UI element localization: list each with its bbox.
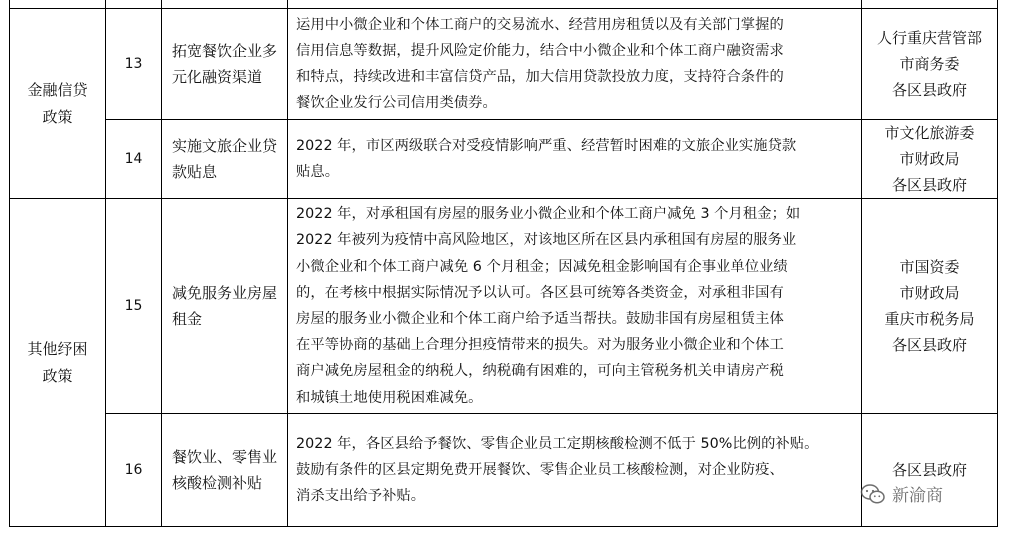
department-line: 市财政局 bbox=[899, 284, 960, 302]
content-line: 2022 年，各区县给予餐饮、零售企业员工定期核酸检测不低于 50%比例的补贴。 bbox=[296, 435, 819, 452]
measure-line: 租金 bbox=[172, 310, 203, 328]
row-number: 15 bbox=[106, 199, 162, 414]
measure-line: 元化融资渠道 bbox=[172, 68, 263, 86]
measure-cell bbox=[162, 120, 288, 199]
department-cell bbox=[862, 9, 998, 120]
department-cell bbox=[862, 199, 998, 414]
row-number: 13 bbox=[106, 9, 162, 120]
department-line: 各区县政府 bbox=[891, 336, 967, 354]
content-line: 2022 年被列为疫情中高风险地区，对该地区所在区县内承租国有房屋的服务业 bbox=[296, 232, 797, 249]
row-number: 16 bbox=[106, 414, 162, 527]
content-line: 2022 年，市区两级联合对受疫情影响严重、经营暂时困难的文旅企业实施贷款 bbox=[296, 137, 797, 154]
watermark bbox=[860, 481, 943, 506]
department-line: 各区县政府 bbox=[891, 461, 967, 479]
measure-line: 核酸检测补贴 bbox=[172, 474, 263, 492]
department-line: 重庆市税务局 bbox=[884, 310, 975, 328]
department-cell bbox=[862, 120, 998, 199]
content-line: 和城镇土地使用税困难减免。 bbox=[296, 389, 483, 406]
department-line: 市国资委 bbox=[899, 258, 960, 276]
department-line: 市文化旅游委 bbox=[884, 124, 975, 142]
content-line: 餐饮企业发行公司信用类债券。 bbox=[296, 95, 497, 112]
content-cell bbox=[288, 120, 862, 199]
category-line: 政策 bbox=[42, 366, 73, 385]
category-cell bbox=[10, 199, 106, 527]
content-line: 小微企业和个体工商户减免 6 个月租金；因减免租金影响国有企事业单位业绩 bbox=[296, 258, 788, 275]
department-line: 各区县政府 bbox=[891, 176, 967, 194]
measure-cell bbox=[162, 199, 288, 414]
category-line: 金融信贷 bbox=[27, 80, 88, 99]
table-row bbox=[10, 9, 998, 120]
content-line: 运用中小微企业和个体工商户的交易流水、经营用房租赁以及有关部门掌握的 bbox=[296, 16, 784, 33]
content-line: 鼓励有条件的区县定期免费开展餐饮、零售企业员工核酸检测，对企业防疫、 bbox=[296, 461, 784, 478]
measure-line: 拓宽餐饮企业多 bbox=[172, 42, 278, 60]
watermark-text: 新渝商 bbox=[892, 486, 943, 506]
measure-line: 实施文旅企业贷 bbox=[172, 137, 278, 155]
measure-cell bbox=[162, 414, 288, 527]
row-number: 14 bbox=[106, 120, 162, 199]
department-line: 人行重庆营管部 bbox=[876, 29, 982, 47]
content-line: 商户减免房屋租金的纳税人，纳税确有困难的，可向主管税务机关申请房产税 bbox=[296, 363, 784, 380]
content-cell bbox=[288, 414, 862, 527]
content-cell bbox=[288, 9, 862, 120]
content-cell bbox=[288, 199, 862, 414]
category-cell bbox=[10, 9, 106, 199]
content-line: 消杀支出给予补贴。 bbox=[296, 488, 426, 505]
content-line: 的，在考核中根据实际情况予以认可。各区县可统筹各类资金，对承租非国有 bbox=[296, 284, 784, 301]
table-row bbox=[10, 120, 998, 199]
content-line: 房屋的服务业小微企业和个体工商户给予适当帮扶。鼓励非国有房屋租赁主体 bbox=[296, 311, 784, 327]
department-line: 市财政局 bbox=[899, 150, 960, 168]
content-line: 和特点，持续改进和丰富信贷产品，加大信用贷款投放力度，支持符合条件的 bbox=[296, 69, 784, 85]
content-line: 2022 年，对承租国有房屋的服务业小微企业和个体工商户减免 3 个月租金；如 bbox=[296, 206, 801, 223]
content-line: 信用信息等数据，提升风险定价能力，结合中小微企业和个体工商户融资需求 bbox=[296, 42, 784, 59]
table-row bbox=[10, 199, 998, 414]
content-line: 贴息。 bbox=[296, 164, 340, 180]
category-line: 其他纾困 bbox=[27, 339, 88, 358]
content-line: 在平等协商的基础上合理分担疫情带来的损失。对为服务业小微企业和个体工 bbox=[296, 337, 784, 354]
department-cell bbox=[862, 414, 998, 527]
table-top-edge bbox=[9, 0, 998, 8]
department-line: 市商务委 bbox=[899, 55, 960, 73]
measure-line: 减免服务业房屋 bbox=[172, 284, 278, 302]
table-row bbox=[10, 414, 998, 527]
measure-cell bbox=[162, 9, 288, 120]
measure-line: 款贴息 bbox=[172, 163, 218, 181]
measure-line: 餐饮业、零售业 bbox=[172, 448, 278, 466]
category-line: 政策 bbox=[42, 107, 73, 126]
department-line: 各区县政府 bbox=[891, 81, 967, 99]
policy-table bbox=[9, 8, 998, 527]
wechat-icon bbox=[860, 483, 886, 505]
